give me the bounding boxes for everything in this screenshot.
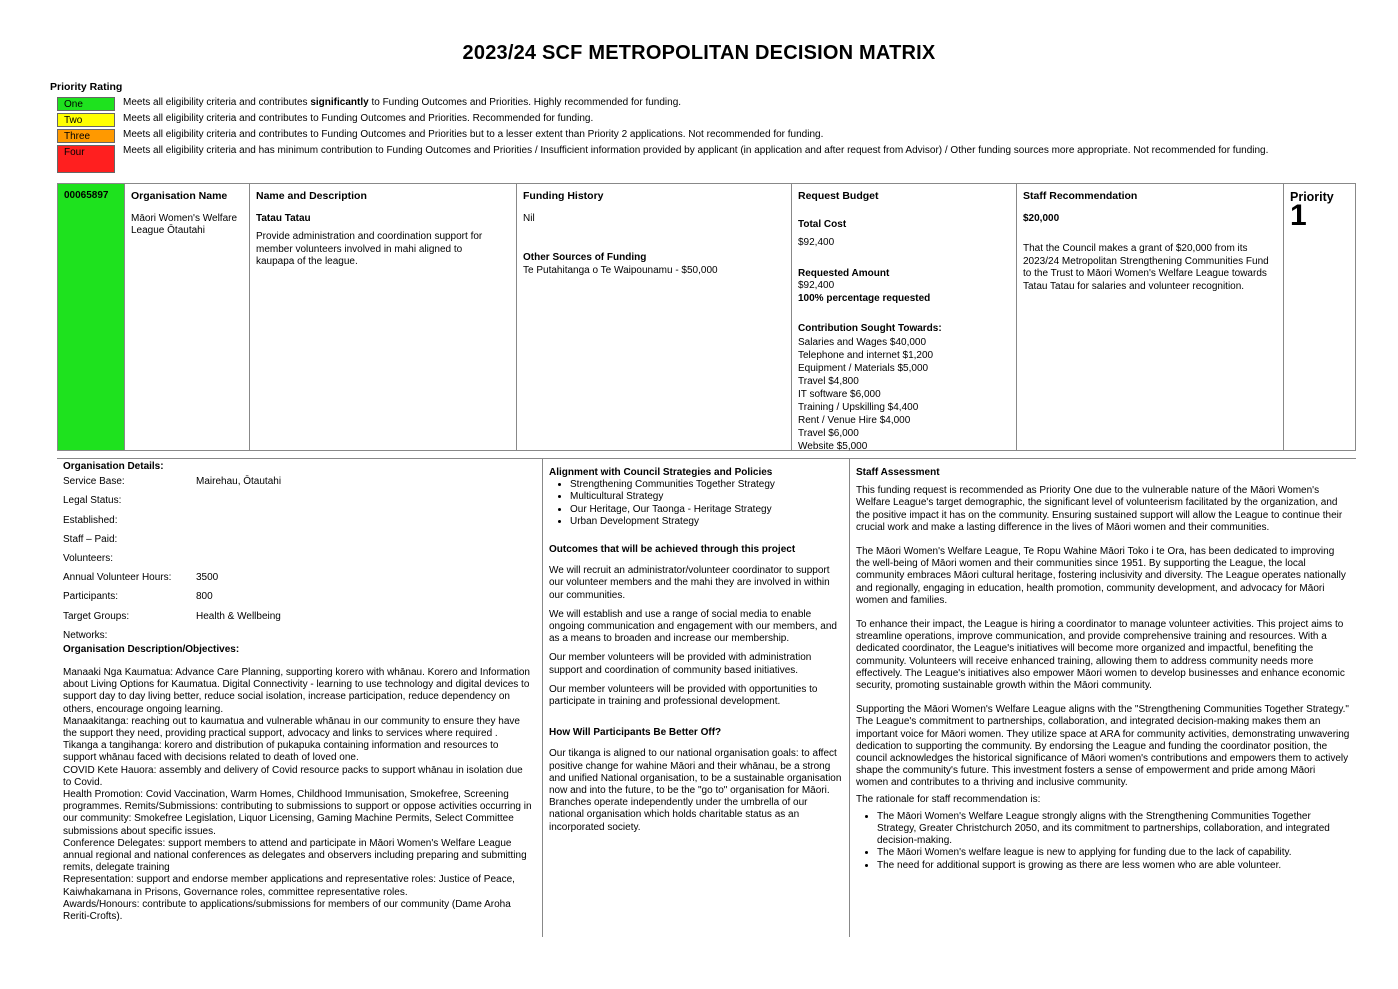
contribution-item: Travel $4,800 <box>798 375 859 387</box>
rationale-item: • The need for additional support is growing as there are less women who are able volunteer. <box>877 860 1350 872</box>
contribution-item: Telephone and internet $1,200 <box>798 349 934 361</box>
objectives-list <box>63 667 536 923</box>
contribution-item: IT software $6,000 <box>798 388 881 400</box>
description-header: Name and Description <box>256 190 367 202</box>
objective-paragraph: COVID Kete Hauora: assembly and delivery of Covid resource packs to support whānau in isolation due to Covid. <box>63 764 523 788</box>
request-budget-cell <box>792 184 1017 450</box>
priority-cell <box>1284 184 1355 450</box>
rationale-item: • The Māori Women's Welfare League strongly aligns with the Strengthening Communities Together Strategy, Greater Christchurch 2050, and its commitment to partnerships, collaboration, and integrated decision-making. <box>877 811 1350 848</box>
contribution-item: Training / Upskilling $4,400 <box>798 401 919 413</box>
priority-header: Priority <box>1290 190 1334 204</box>
staff-assessment-column <box>849 459 1356 937</box>
detail-row-volunteers <box>63 553 536 572</box>
legend-text-one-bold: significantly <box>310 97 369 108</box>
requested-amount-label: Requested Amount <box>798 267 890 279</box>
rationale-item: • The Māori Women's welfare league is new to applying for funding due to the lack of capability. <box>877 847 1350 859</box>
legend-text-one-b: to Funding Outcomes and Priorities. Highly recommended for funding. <box>368 97 682 108</box>
objective-paragraph: Representation: support and endorse member applications and representative roles: Justice of Peace, Kaiwhakamana in Prisons, Governance roles, committee representative roles. <box>63 874 515 898</box>
contribution-item: Salaries and Wages $40,000 <box>798 336 927 348</box>
assessment-paragraph: The Māori Women's Welfare League, Te Ropu Wahine Māori Toko i te Ora, has been dedicated to improving the well-being of Māori women and their communities since 1951. By supporting the League, the local community embraces Māori cultural heritage, fostering inclusivity and diversity. The League operates nationally and regionally, engaging in education, health promotion, community development, and advocacy for Māori women and families. <box>856 546 1346 606</box>
better-off-text: Our tikanga is aligned to our national organisation goals: to affect positive change for wahine Māori and their whānau, be a strong and unified National organisation, to be a sustainable organisation now and into the future, to be the "go to" organisation for Māori. Branches operate independently under the umbrella of our national organisation which holds charitable status as an incorporated society. <box>549 748 842 833</box>
assessment-paragraph: This funding request is recommended as Priority One due to the vulnerable nature of the Māori Women's Welfare League's target demographic, the significant level of volunteerism facilitated by the organization, and the positive impact it has on the community. Ensuring sustained support will allow the League to continue their crucial work and make a lasting difference in the lives of Māori women and their communities. <box>856 485 1343 533</box>
rationale-intro: The rationale for staff recommendation is: <box>856 793 1041 805</box>
funding-history-cell <box>517 184 792 450</box>
detail-row-target-groups <box>63 611 536 630</box>
request-budget-header: Request Budget <box>798 190 879 202</box>
application-id-cell <box>58 184 125 450</box>
legend-row-three <box>57 129 1317 143</box>
objective-paragraph: Manaakitanga: reaching out to kaumatua and vulnerable whānau in our community to ensure they have the support they need, providing practical support, advocacy and links to services where required . <box>63 715 520 739</box>
page-title: 2023/24 SCF METROPOLITAN DECISION MATRIX <box>462 42 936 64</box>
detail-row-participants <box>63 591 536 610</box>
legend-row-one <box>57 97 1317 111</box>
legend-swatch-two: Two <box>57 113 115 127</box>
description-cell <box>250 184 517 450</box>
outcome-paragraph: Our member volunteers will be provided with opportunities to participate in training and professional development. <box>549 683 818 708</box>
detail-label: Service Base: <box>63 476 125 488</box>
detail-value: Health & Wellbeing <box>196 610 281 622</box>
objective-paragraph: Health Promotion: Covid Vaccination, Warm Homes, Childhood Immunisation, Smokefree, Screening programmes. Remits/Submissions: contributing to submissions to support or oppose activities occurring in our community: Smokefree Legislation, Liquor Licensing, Gaming Machine Permits, Select Committee submissions about specific issues. <box>63 788 532 837</box>
alignment-heading: Alignment with Council Strategies and Policies <box>549 467 773 478</box>
objectives-heading: Organisation Description/Objectives: <box>63 643 240 655</box>
rationale-list <box>856 811 1350 872</box>
detail-label: Target Groups: <box>63 610 130 622</box>
project-description: Provide administration and coordination support for member volunteers involved in mahi aligned to kaupapa of the league. <box>256 231 483 267</box>
alignment-item: • Strengthening Communities Together Strategy <box>570 479 843 491</box>
organisation-name: Māori Women's Welfare League Ōtautahi <box>131 212 238 236</box>
application-summary-table <box>57 183 1356 451</box>
legend-text-two: Meets all eligibility criteria and contributes to Funding Outcomes and Priorities. Recommended for funding. <box>123 113 594 124</box>
detail-label: Volunteers: <box>63 552 114 564</box>
priority-value: 1 <box>1290 198 1307 232</box>
detail-row-service-base <box>63 476 536 495</box>
details-section <box>57 458 1356 937</box>
project-name: Tatau Tatau <box>256 212 311 224</box>
staff-recommendation-text: That the Council makes a grant of $20,000 from its 2023/24 Metropolitan Strengthening Communities Fund to the Trust to Māori Women's Welfare League towards Tatau Tatau for salaries and volunteer recognition. <box>1023 243 1269 292</box>
assessment-paragraph: To enhance their impact, the League is hiring a coordinator to manage volunteer activities. This project aims to streamline operations, improve communication, and provide comprehensive training and resources. With a dedicated coordinator, the League's initiatives will become more organized and impactful, benefiting the community. Volunteers will receive enhanced training, allowing them to address community needs more effectively. The League's initiatives also empower Māori women to develop businesses and enhance economic security, promoting sustainable growth within the Māori community. <box>856 619 1345 692</box>
assessment-paragraph: Supporting the Māori Women's Welfare League aligns with the "Strengthening Communities Together Strategy." The League's commitment to partnerships, collaboration, and integrated decision-making makes them an important voice for Māori women. They utilize space at ARA for community activities, demonstrating unwavering dedication to supporting the community. By endorsing the League and funding the coordinator position, the council acknowledges the historical significance of Māori women's contributions and empowers them to actively shape the community's future. This investment fosters a sense of empowerment and pride among Māori women and contributes to a thriving and inclusive community. <box>856 704 1350 789</box>
outcome-paragraph: We will establish and use a range of social media to enable ongoing communication and engagement with our members, and as a means to broaden and increase our membership. <box>549 608 837 645</box>
detail-label: Networks: <box>63 629 108 641</box>
requested-amount-value: $92,400 <box>798 280 835 291</box>
organisation-header: Organisation Name <box>131 190 228 202</box>
contribution-label: Contribution Sought Towards: <box>798 323 942 334</box>
funding-history-value: Nil <box>523 212 535 224</box>
priority-legend <box>57 97 1317 175</box>
contribution-item: Travel $6,000 <box>798 427 859 439</box>
contribution-list <box>798 336 1010 453</box>
organisation-details-column <box>57 459 542 937</box>
detail-value: 3500 <box>196 572 219 584</box>
alignment-list <box>549 479 843 528</box>
detail-row-volunteer-hours <box>63 572 536 591</box>
staff-recommendation-amount: $20,000 <box>1023 212 1060 224</box>
outcome-paragraph: Our member volunteers will be provided with administration support and coordination of community based initiatives. <box>549 652 812 676</box>
percentage-requested: 100% percentage requested <box>798 292 931 304</box>
contribution-item: Website $5,000 <box>798 440 868 452</box>
legend-row-two <box>57 113 1317 127</box>
legend-row-four <box>57 145 1317 173</box>
legend-text-one <box>115 97 1303 109</box>
detail-label: Legal Status: <box>63 495 122 507</box>
staff-recommendation-header: Staff Recommendation <box>1023 190 1138 202</box>
detail-value: 800 <box>196 591 213 603</box>
objective-paragraph: Awards/Honours: contribute to applications/submissions for members of our community (Dame Aroha Reriti-Crofts). <box>63 898 511 922</box>
other-sources-label: Other Sources of Funding <box>523 252 647 263</box>
objective-paragraph: Tikanga a tangihanga: korero and distribution of pukapuka containing information and resources to support whānau faced with decisions related to death of loved one. <box>63 740 499 764</box>
detail-value: Mairehau, Ōtautahi <box>196 476 282 488</box>
alignment-item: • Multicultural Strategy <box>570 491 843 503</box>
staff-recommendation-cell <box>1017 184 1284 450</box>
legend-swatch-three: Three <box>57 129 115 143</box>
contribution-item: Equipment / Materials $5,000 <box>798 362 929 374</box>
objective-paragraph: Manaaki Nga Kaumatua: Advance Care Planning, supporting korero with whānau. Korero and Information about Living Options for Kaumatua. Digital Connectivity - learning to use technology and digital devices to support day to day living better, reduce social isolation, increase participation, reduce dependency on others, encourage ongoing learning. <box>63 666 530 715</box>
better-off-heading: How Will Participants Be Better Off? <box>549 727 722 739</box>
legend-text-four: Meets all eligibility criteria and has minimum contribution to Funding Outcomes and Priorities / Insufficient information provided by applicant (in application and after request from Advisor) / Other funding sources more appropriate. Not recommended for funding. <box>123 145 1269 156</box>
priority-rating-heading: Priority Rating <box>50 81 123 93</box>
alignment-item: • Our Heritage, Our Taonga - Heritage Strategy <box>570 504 843 516</box>
detail-label: Participants: <box>63 591 119 603</box>
alignment-item: • Urban Development Strategy <box>570 516 843 528</box>
alignment-column <box>542 459 849 937</box>
application-id: 00065897 <box>64 190 109 201</box>
detail-row-legal-status <box>63 495 536 514</box>
other-sources-value: Te Putahitanga o Te Waipounamu - $50,000 <box>523 264 718 276</box>
legend-swatch-four: Four <box>57 145 115 173</box>
total-cost-value: $92,400 <box>798 237 835 248</box>
staff-assessment-heading: Staff Assessment <box>856 467 940 478</box>
detail-label: Established: <box>63 514 118 526</box>
detail-row-established <box>63 515 536 534</box>
objective-paragraph: Conference Delegates: support members to attend and participate in Māori Women's Welfare League annual regional and national conferences as delegates and observers including preparing and submitting remits, delegate training <box>63 837 527 874</box>
legend-swatch-one: One <box>57 97 115 111</box>
organisation-details-heading: Organisation Details: <box>63 461 164 472</box>
legend-text-one-a: Meets all eligibility criteria and contributes <box>123 97 311 108</box>
detail-row-staff-paid <box>63 534 536 553</box>
total-cost-label: Total Cost <box>798 218 847 230</box>
detail-row-networks <box>63 630 536 644</box>
legend-text-three: Meets all eligibility criteria and contributes to Funding Outcomes and Priorities but to a lesser extent than Priority 2 applications. Not recommended for funding. <box>123 129 824 140</box>
contribution-item: Rent / Venue Hire $4,000 <box>798 414 911 426</box>
outcomes-heading: Outcomes that will be achieved through this project <box>549 544 796 556</box>
organisation-cell <box>125 184 250 450</box>
detail-label: Staff – Paid: <box>63 533 118 545</box>
detail-label: Annual Volunteer Hours: <box>63 572 172 584</box>
funding-history-header: Funding History <box>523 190 604 202</box>
outcome-paragraph: We will recruit an administrator/volunteer coordinator to support our volunteer members and the mahi they are involved in within our communities. <box>549 565 830 601</box>
